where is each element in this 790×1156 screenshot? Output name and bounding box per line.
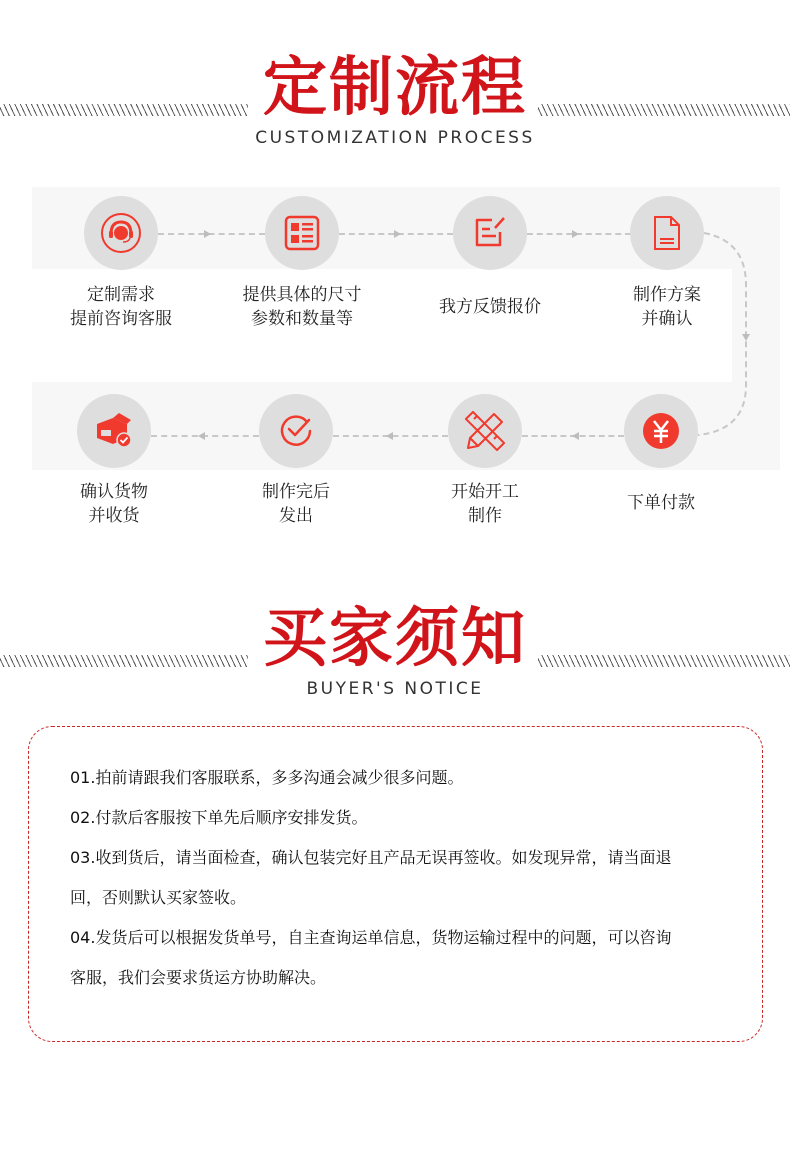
process-title: 定制流程: [263, 51, 527, 125]
connector-7-8: [151, 435, 259, 437]
arrow-left-icon: [386, 432, 393, 440]
step-3-circle: [453, 196, 527, 270]
yuan-payment-icon: [642, 412, 680, 450]
edit-quote-icon: [472, 215, 508, 251]
notice-title: 买家须知: [263, 602, 527, 676]
step-2-label: 提供具体的尺寸 参数和数量等: [242, 285, 362, 329]
box-check-icon: [93, 410, 135, 452]
arrow-left-icon: [198, 432, 205, 440]
step-3-label: 我方反馈报价: [439, 297, 541, 317]
arrow-left-icon: [572, 432, 579, 440]
list-form-icon: [284, 215, 320, 251]
step-2-circle: [265, 196, 339, 270]
arrow-right-icon: [204, 230, 211, 238]
process-subtitle: CUSTOMIZATION PROCESS: [255, 128, 535, 148]
check-circle-icon: [278, 413, 314, 449]
notice-item-1: 01.拍前请跟我们客服联系，多多沟通会减少很多问题。: [70, 768, 464, 787]
step-6-circle: [448, 394, 522, 468]
step-1-label: 定制需求 提前咨询客服: [70, 285, 172, 329]
notice-item-3: 03.收到货后，请当面检查，确认包装完好且产品无误再签收。如发现异常，请当面退: [70, 848, 672, 867]
step-6-label: 开始开工 制作: [451, 482, 519, 526]
step-5-label: 下单付款: [627, 493, 695, 513]
connector-1-2: [158, 233, 265, 235]
connector-3-4: [527, 233, 631, 235]
step-8-circle: [77, 394, 151, 468]
step-4-label: 制作方案 并确认: [633, 285, 701, 329]
notice-item-2: 02.付款后客服按下单先后顺序安排发货。: [70, 808, 368, 827]
arrow-down-icon: [742, 334, 750, 341]
notice-subtitle: BUYER'S NOTICE: [306, 679, 484, 699]
step-7-circle: [259, 394, 333, 468]
step-8-label: 确认货物 并收货: [80, 482, 148, 526]
document-icon: [652, 215, 682, 251]
notice-item-3-cont: 回，否则默认买家签收。: [70, 888, 247, 907]
arrow-right-icon: [572, 230, 579, 238]
step-5-circle: [624, 394, 698, 468]
notice-item-4-cont: 客服，我们会要求货运方协助解决。: [70, 968, 327, 987]
step-7-label: 制作完后 发出: [262, 482, 330, 526]
ruler-pencil-icon: [464, 410, 506, 452]
step-4-circle: [630, 196, 704, 270]
arrow-right-icon: [394, 230, 401, 238]
customer-service-icon: [99, 211, 143, 255]
step-1-circle: [84, 196, 158, 270]
notice-item-4: 04.发货后可以根据发货单号，自主查询运单信息，货物运输过程中的问题，可以咨询: [70, 928, 672, 947]
